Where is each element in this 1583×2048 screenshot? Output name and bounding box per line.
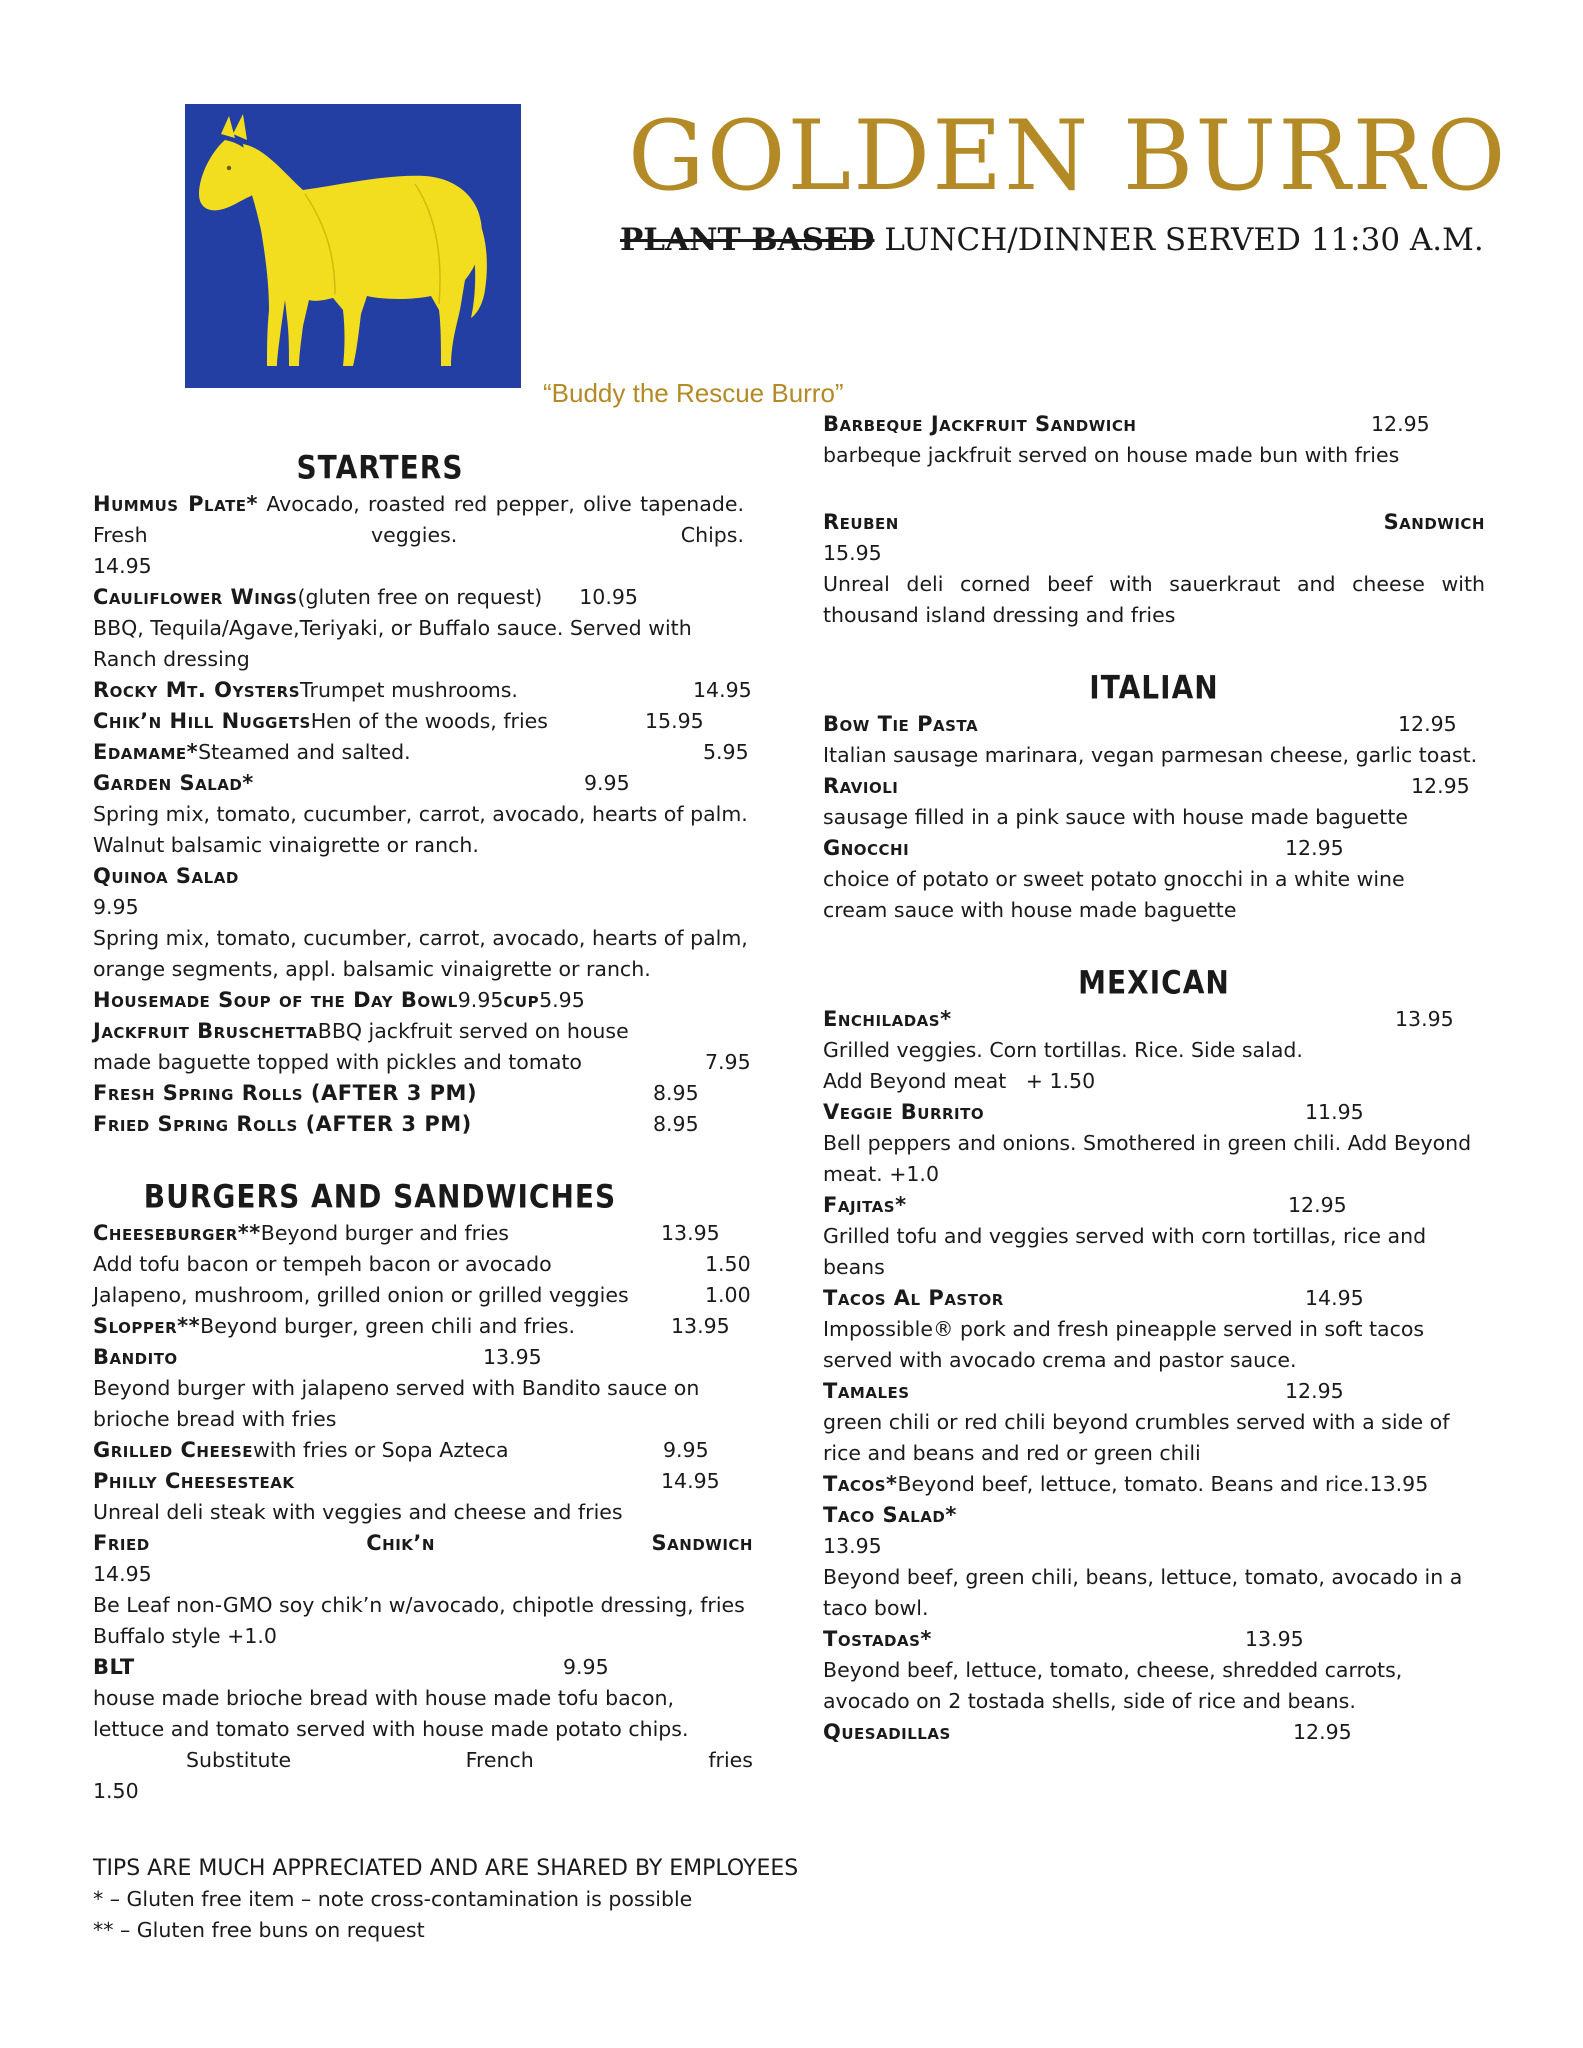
- item-desc: Avocado, roasted red pepper, olive: [258, 492, 632, 516]
- item-desc: green chili or red chili beyond crumbles served with a side of rice and beans and red or green chili: [823, 1410, 1450, 1465]
- item-desc: Spring mix, tomato, cucumber, carrot, avocado, hearts of palm, orange segments, appl. balsamic vinaigrette or ranch.: [93, 926, 748, 981]
- item-name: Slopper**: [93, 1314, 201, 1338]
- menu-item-philly: [93, 1466, 753, 1528]
- item-price: 5.95: [703, 740, 749, 764]
- item-name: Edamame*: [93, 740, 199, 764]
- item-price: 13.95: [1245, 1627, 1304, 1651]
- substitute-text: French: [465, 1748, 534, 1772]
- item-desc: Unreal deli steak with veggies and cheese and fries: [93, 1500, 623, 1524]
- item-name: Quesadillas: [823, 1720, 951, 1744]
- item-price: 12.95: [1411, 774, 1470, 798]
- item-price: 9.95: [663, 1438, 709, 1462]
- section-heading-starters: STARTERS: [296, 448, 464, 487]
- item-price: 9.95: [457, 988, 504, 1012]
- donkey-icon: [185, 104, 521, 388]
- item-name: BLT: [93, 1655, 135, 1679]
- item-name: Jackfruit Bruschetta: [93, 1019, 318, 1043]
- item-price: 13.95: [823, 1534, 882, 1558]
- menu-item-bandito: [93, 1342, 753, 1435]
- item-name: Rocky Mt. Oysters: [93, 678, 300, 702]
- item-name: Chik’n Hill Nuggets: [93, 709, 311, 733]
- item-desc: Impossible® pork and fresh pineapple served in soft tacos served with avocado crema and pastor sauce.: [823, 1317, 1425, 1372]
- item-desc: Be Leaf non-GMO soy chik’n w/avocado, chipotle dressing, fries: [93, 1593, 745, 1617]
- menu-item-fresh-spring-rolls: [93, 1078, 753, 1109]
- hours-subtitle: [620, 222, 1484, 258]
- item-desc: Grilled tofu and veggies served with corn tortillas, rice and beans: [823, 1224, 1427, 1279]
- item-name: Tacos*: [823, 1472, 898, 1496]
- item-desc: BBQ jackfruit served on house: [317, 1019, 629, 1043]
- item-name: Gnocchi: [823, 836, 910, 860]
- menu-item-cheeseburger: [93, 1218, 753, 1249]
- item-price: 12.95: [1285, 1379, 1344, 1403]
- item-desc: Grilled veggies. Corn tortillas. Rice. Side salad.: [823, 1038, 1303, 1062]
- item-price: 13.95: [483, 1345, 542, 1369]
- item-desc: choice of potato or sweet potato gnocchi in a white wine cream sauce with house made baguette: [823, 867, 1405, 922]
- item-desc: Trumpet mushrooms.: [300, 678, 518, 702]
- restaurant-title: GOLDEN BURRO: [628, 100, 1508, 212]
- menu-item-fried-chikn: [93, 1528, 753, 1652]
- item-price: 9.95: [93, 895, 139, 919]
- item-desc: made baguette topped with pickles and tomato: [93, 1050, 582, 1074]
- item-price: 5.95: [539, 988, 585, 1012]
- item-price: 14.95: [661, 1469, 720, 1493]
- item-name: Cheeseburger**: [93, 1221, 261, 1245]
- item-desc: Hen of the woods, fries: [310, 709, 548, 733]
- item-name: Garden Salad*: [93, 771, 254, 795]
- item-price: 11.95: [1305, 1100, 1364, 1124]
- item-desc: Beyond burger, green chili and fries.: [200, 1314, 576, 1338]
- item-price: 14.95: [93, 1562, 152, 1586]
- item-name: Housemade Soup of the Day Bowl: [93, 988, 458, 1012]
- right-column: [823, 409, 1485, 1748]
- item-name: Fajitas*: [823, 1193, 907, 1217]
- item-price: 9.95: [584, 771, 630, 795]
- item-note: (gluten free on request): [297, 585, 543, 609]
- menu-item-tamales: [823, 1376, 1485, 1469]
- item-price: 12.95: [1285, 836, 1344, 860]
- section-heading-mexican: MEXICAN: [1078, 963, 1230, 1002]
- item-name: Bow Tie Pasta: [823, 712, 979, 736]
- menu-item-enchiladas: [823, 1004, 1485, 1097]
- menu-item-bbq-jackfruit: [823, 409, 1485, 471]
- menu-addon-jalapeno: [93, 1280, 753, 1311]
- menu-item-gnocchi: [823, 833, 1485, 926]
- item-price: 12.95: [1288, 1193, 1347, 1217]
- menu-item-reuben: [823, 507, 1485, 631]
- menu-item-soup: [93, 985, 753, 1016]
- item-desc: Beyond burger and fries: [260, 1221, 509, 1245]
- item-price: 8.95: [653, 1081, 699, 1105]
- item-desc: Beyond burger with jalapeno served with Bandito sauce on brioche bread with fries: [93, 1376, 700, 1431]
- section-heading-italian: ITALIAN: [1089, 668, 1219, 707]
- menu-item-tacos-al-pastor: [823, 1283, 1485, 1376]
- item-name: Fresh Spring Rolls (AFTER 3 PM): [93, 1081, 478, 1105]
- addon-text: Jalapeno, mushroom, grilled onion or grilled veggies: [93, 1283, 629, 1307]
- item-desc: Beyond beef, lettuce, tomato. Beans and rice.: [897, 1472, 1370, 1496]
- menu-item-bow-tie-pasta: [823, 709, 1485, 771]
- item-desc: Unreal deli corned beef with sauerkraut and cheese with thousand island dressing and fries: [823, 572, 1485, 627]
- item-desc: tapenade. Fresh veggies. Chips.: [93, 492, 744, 547]
- menu-item-quesadillas: [823, 1717, 1485, 1748]
- item-price: 12.95: [1398, 712, 1457, 736]
- item-desc: BBQ, Tequila/Agave,Teriyaki, or Buffalo sauce. Served with Ranch dressing: [93, 616, 692, 671]
- menu-item-veggie-burrito: [823, 1097, 1485, 1190]
- menu-item-tacos: [823, 1469, 1485, 1500]
- menu-item-slopper: [93, 1311, 753, 1342]
- menu-item-garden-salad: [93, 768, 753, 861]
- item-price: 7.95: [705, 1050, 751, 1074]
- item-name: Veggie Burrito: [823, 1100, 985, 1124]
- item-desc: Beyond beef, lettuce, tomato, cheese, shredded carrots, avocado on 2 tostada shells, side of rice and beans.: [823, 1658, 1403, 1713]
- left-column: [93, 447, 753, 1807]
- item-price: 14.95: [1305, 1286, 1364, 1310]
- logo: [185, 104, 521, 388]
- item-price: 15.95: [823, 541, 882, 565]
- item-name: Reuben: [823, 510, 899, 534]
- item-desc: Italian sausage marinara, vegan parmesan cheese, garlic toast.: [823, 743, 1478, 767]
- item-price: 13.95: [1395, 1007, 1454, 1031]
- menu-item-bruschetta: [93, 1016, 753, 1078]
- substitute-price: 1.50: [93, 1779, 139, 1803]
- plant-based-label: PLANT BASED: [620, 222, 875, 258]
- item-name: Fried Spring Rolls (AFTER 3 PM): [93, 1112, 472, 1136]
- menu-addon-tofu: [93, 1249, 753, 1280]
- menu-item-taco-salad: [823, 1500, 1485, 1624]
- item-addon: Add Beyond meat + 1.50: [823, 1069, 1096, 1093]
- item-name: Grilled Cheese: [93, 1438, 254, 1462]
- item-name: Fried: [93, 1531, 150, 1555]
- menu-item-cauliflower: [93, 582, 753, 675]
- item-price: 14.95: [693, 678, 752, 702]
- item-price: 12.95: [1293, 1720, 1352, 1744]
- gluten-note: * – Gluten free item – note cross-contamination is possible: [93, 1887, 693, 1911]
- item-desc: Beyond beef, green chili, beans, lettuce, tomato, avocado in a taco bowl.: [823, 1565, 1463, 1620]
- substitute-text: fries: [708, 1748, 753, 1772]
- logo-caption: “Buddy the Rescue Burro”: [543, 378, 844, 408]
- substitute-text: Substitute: [186, 1748, 292, 1772]
- item-name: Enchiladas*: [823, 1007, 952, 1031]
- menu-item-grilled-cheese: [93, 1435, 753, 1466]
- item-price: 13.95: [671, 1314, 730, 1338]
- item-size: cup: [503, 988, 540, 1012]
- addon-price: 1.00: [705, 1283, 751, 1307]
- item-desc: Steamed and salted.: [198, 740, 411, 764]
- item-price: 14.95: [93, 554, 152, 578]
- item-desc: sausage filled in a pink sauce with house made baguette: [823, 805, 1408, 829]
- menu-item-blt: [93, 1652, 753, 1807]
- menu-item-hummus: [93, 489, 753, 582]
- item-desc: Spring mix, tomato, cucumber, carrot, avocado, hearts of palm. Walnut balsamic vinaigrette or ranch.: [93, 802, 748, 857]
- item-price: 12.95: [1371, 412, 1430, 436]
- item-price: 15.95: [645, 709, 704, 733]
- item-desc: Bell peppers and onions. Smothered in green chili. Add Beyond meat. +1.0: [823, 1131, 1472, 1186]
- section-heading-burgers: BURGERS AND SANDWICHES: [143, 1177, 617, 1216]
- item-name: Chik’n: [366, 1531, 435, 1555]
- item-name: Taco Salad*: [823, 1503, 957, 1527]
- item-name: Quinoa Salad: [93, 864, 239, 888]
- item-extra: Buffalo style +1.0: [93, 1624, 277, 1648]
- item-name: Tacos Al Pastor: [823, 1286, 1004, 1310]
- item-desc: with fries or Sopa Azteca: [253, 1438, 509, 1462]
- item-name: Barbeque Jackfruit Sandwich: [823, 412, 1137, 436]
- menu-item-tostadas: [823, 1624, 1485, 1717]
- item-price: 10.95: [579, 585, 638, 609]
- item-price: 9.95: [563, 1655, 609, 1679]
- item-name: Tostadas*: [823, 1627, 932, 1651]
- menu-item-fajitas: [823, 1190, 1485, 1283]
- menu-item-edamame: [93, 737, 753, 768]
- item-name: Tamales: [823, 1379, 910, 1403]
- addon-text: Add tofu bacon or tempeh bacon or avocado: [93, 1252, 552, 1276]
- item-price: 8.95: [653, 1112, 699, 1136]
- footer: [93, 1853, 798, 1946]
- addon-price: 1.50: [705, 1252, 751, 1276]
- item-name: Bandito: [93, 1345, 178, 1369]
- buns-note: ** – Gluten free buns on request: [93, 1918, 425, 1942]
- item-desc: house made brioche bread with house made tofu bacon, lettuce and tomato served with house made potato chips.: [93, 1686, 689, 1741]
- menu-item-nuggets: [93, 706, 753, 737]
- menu-item-fried-spring-rolls: [93, 1109, 753, 1140]
- tips-notice: TIPS ARE MUCH APPRECIATED AND ARE SHARED BY EMPLOYEES: [93, 1856, 799, 1881]
- hours-text: LUNCH/DINNER SERVED 11:30 A.M.: [874, 222, 1484, 258]
- item-name: Sandwich: [1383, 510, 1485, 534]
- item-name: Philly Cheesesteak: [93, 1469, 295, 1493]
- item-name: Cauliflower Wings: [93, 585, 298, 609]
- item-price: 13.95: [661, 1221, 720, 1245]
- item-desc: barbeque jackfruit served on house made bun with fries: [823, 443, 1400, 467]
- menu-item-ravioli: [823, 771, 1485, 833]
- menu-item-quinoa-salad: [93, 861, 753, 985]
- item-name: Sandwich: [651, 1531, 753, 1555]
- menu-item-oysters: [93, 675, 753, 706]
- item-name: Ravioli: [823, 774, 899, 798]
- item-name: Hummus Plate*: [93, 492, 259, 516]
- item-price: 13.95: [1369, 1472, 1429, 1496]
